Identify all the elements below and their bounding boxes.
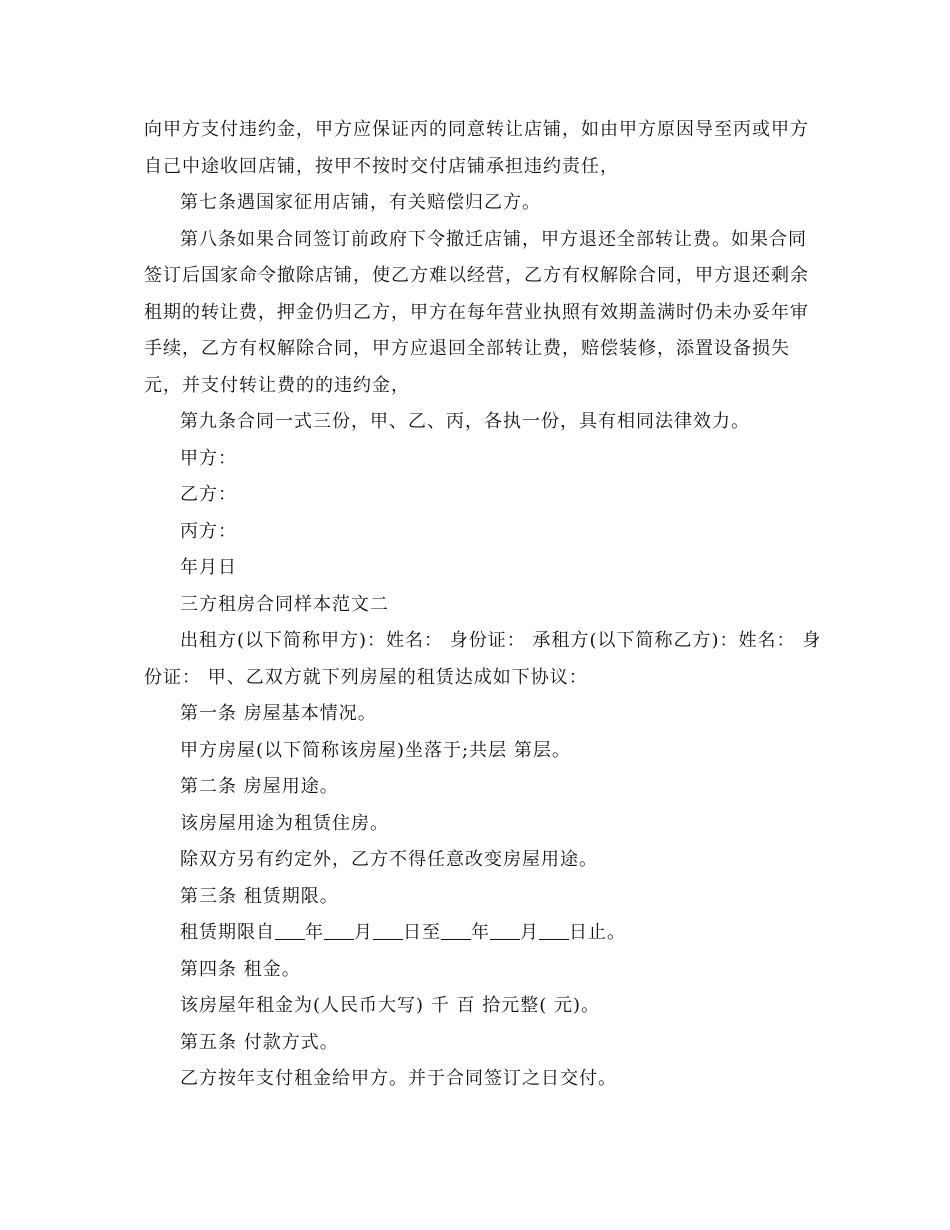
blank-field: [275, 921, 305, 940]
article-1-text: 甲方房屋(以下简称该房屋)坐落于;共层 第层。: [180, 739, 571, 761]
article-1-heading: 第一条 房屋基本情况。: [180, 703, 377, 724]
paragraph-line: 元，并支付转让费的的违约金，: [144, 374, 410, 396]
paragraph-line: 手续，乙方有权解除合同，甲方应退回全部转让费，赔偿装修，添置设备损失: [144, 338, 790, 359]
paragraph-line: 份证： 甲、乙双方就下列房屋的租赁达成如下协议：: [144, 666, 588, 688]
day-to-label: 日至: [403, 922, 441, 943]
day-end-label: 日止。: [569, 922, 626, 943]
article-5-text: 乙方按年支付租金给甲方。并于合同签订之日交付。: [180, 1068, 617, 1089]
article-4-heading: 第四条 租金。: [180, 958, 301, 980]
article-7: 第七条遇国家征用店铺，有关赔偿归乙方。: [180, 192, 541, 213]
party-a-signature: 甲方：: [180, 447, 237, 469]
paragraph-line: 自己中途收回店铺，按甲不按时交付店铺承担违约责任，: [144, 155, 619, 177]
month-label: 月: [354, 922, 373, 943]
paragraph-line: 向甲方支付违约金，甲方应保证丙的同意转让店铺，如由甲方原因导至丙或甲方: [144, 119, 809, 140]
paragraph-line: 租期的转让费，押金仍归乙方，甲方在每年营业执照有效期盖满时仍未办妥年审: [144, 301, 809, 323]
blank-field: [324, 921, 354, 940]
article-5-heading: 第五条 付款方式。: [180, 1031, 339, 1053]
party-b-signature: 乙方：: [180, 484, 237, 505]
blank-field: [441, 921, 471, 940]
lease-term-prefix: 租赁期限自: [180, 922, 275, 943]
blank-field: [490, 921, 520, 940]
section-title: 三方租房合同样本范文二: [180, 593, 389, 615]
month-label: 月: [520, 922, 539, 943]
lease-term-line: [144, 915, 814, 952]
signature-date: 年月日: [180, 557, 237, 578]
article-3-heading: 第三条 租赁期限。: [180, 885, 339, 907]
blank-field: [539, 921, 569, 940]
year-label: 年: [471, 922, 490, 943]
blank-field: [373, 921, 403, 940]
party-c-signature: 丙方：: [180, 520, 237, 542]
document-body: [144, 112, 822, 1098]
parties-intro: 出租方(以下简称甲方)：姓名： 身份证： 承租方(以下简称乙方)：姓名： 身: [180, 630, 822, 651]
paragraph-line: 签订后国家命令撤除店铺，使乙方难以经营，乙方有权解除合同，甲方退还剩余: [144, 265, 809, 286]
article-2-heading: 第二条 房屋用途。: [180, 776, 339, 797]
article-9: 第九条合同一式三份，甲、乙、丙，各执一份，具有相同法律效力。: [180, 411, 750, 432]
article-2-text: 除双方另有约定外，乙方不得任意改变房屋用途。: [180, 849, 598, 870]
article-4-text: 该房屋年租金为(人民币大写) 千 百 拾元整( 元)。: [180, 995, 600, 1016]
article-2-text: 该房屋用途为租赁住房。: [180, 812, 389, 834]
year-label: 年: [305, 922, 324, 943]
article-8: 第八条如果合同签订前政府下令撤迁店铺，甲方退还全部转让费。如果合同: [180, 228, 807, 250]
